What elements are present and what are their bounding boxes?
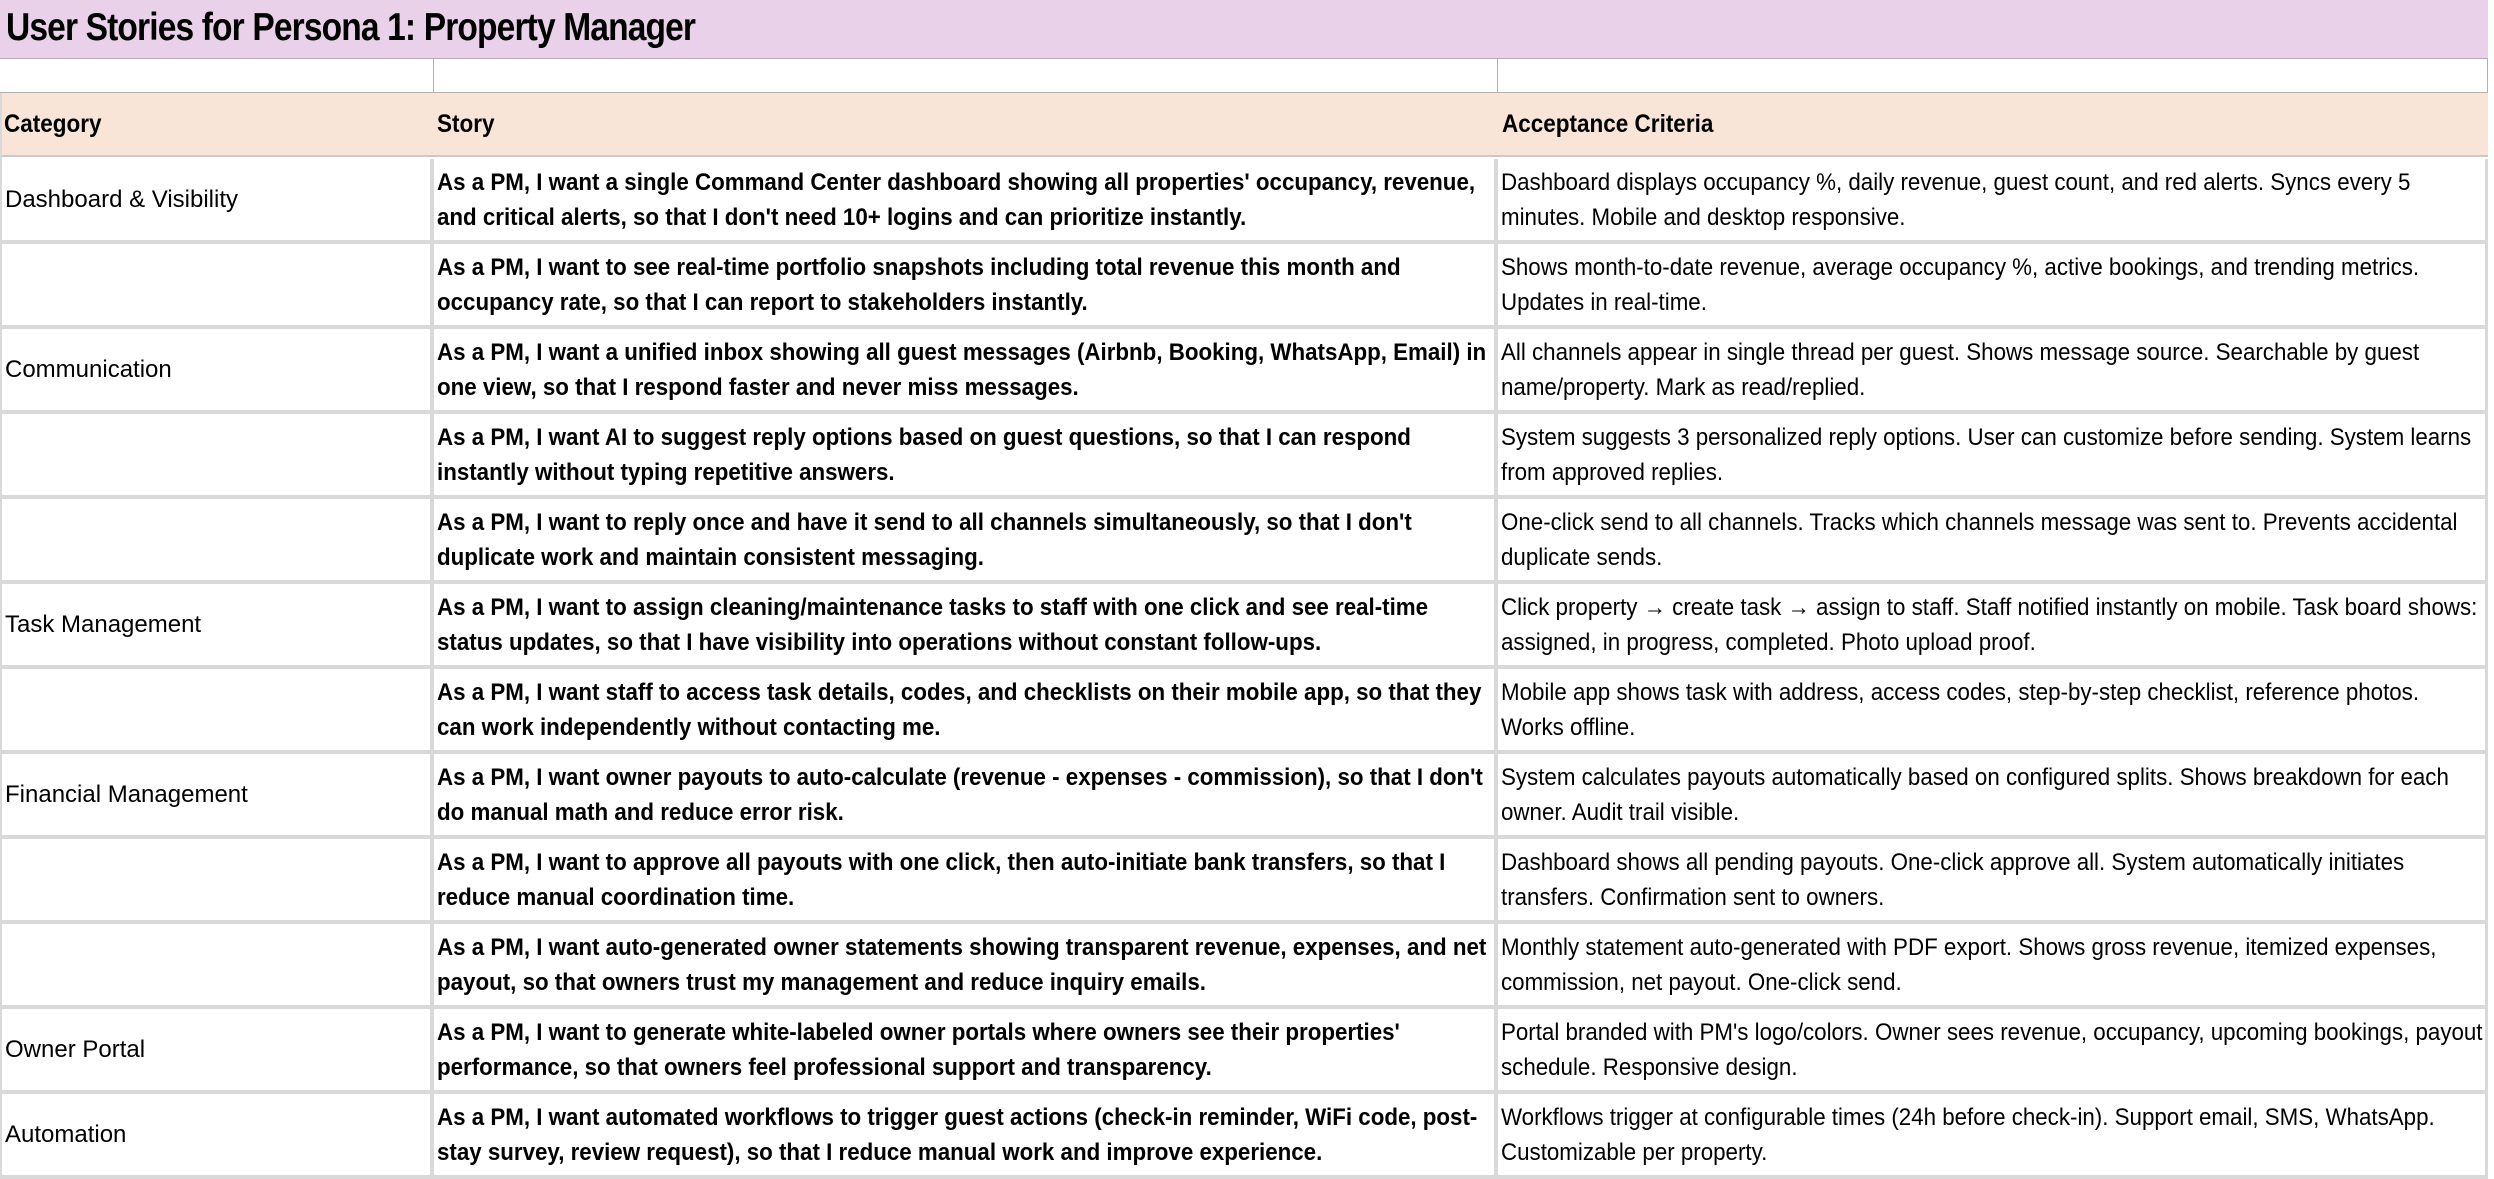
category-cell[interactable] xyxy=(0,414,434,495)
story-cell-text: As a PM, I want owner payouts to auto-calculate (revenue - expenses - commission), so that I don't do manual math and reduce error risk. xyxy=(437,764,1483,826)
criteria-cell-text: Portal branded with PM's logo/colors. Owner sees revenue, occupancy, upcoming bookings, payout schedule. Responsive design. xyxy=(1501,1019,2483,1081)
story-cell[interactable] xyxy=(434,414,1498,495)
sheet-title-bar[interactable] xyxy=(0,0,2488,59)
criteria-cell[interactable] xyxy=(1498,499,2488,580)
criteria-cell[interactable] xyxy=(1498,584,2488,665)
category-cell[interactable] xyxy=(0,839,434,920)
table-row xyxy=(0,329,2488,414)
criteria-cell[interactable] xyxy=(1498,414,2488,495)
story-cell[interactable] xyxy=(434,159,1498,240)
empty-row xyxy=(0,59,2488,93)
criteria-cell-text: All channels appear in single thread per guest. Shows message source. Searchable by guest name/property. Mark as read/replied. xyxy=(1501,339,2420,401)
story-cell-text: As a PM, I want auto-generated owner statements showing transparent revenue, expenses, and net payout, so that owners trust my management and reduce inquiry emails. xyxy=(437,934,1487,996)
story-cell[interactable] xyxy=(434,329,1498,410)
story-cell-text: As a PM, I want a single Command Center dashboard showing all properties' occupancy, revenue, and critical alerts, so that I don't need 10+ logins and can prioritize instantly. xyxy=(437,169,1476,231)
category-cell[interactable] xyxy=(0,329,434,410)
table-row xyxy=(0,839,2488,924)
criteria-cell-text: Workflows trigger at configurable times (24h before check-in). Support email, SMS, WhatsApp. Customizable per property. xyxy=(1501,1104,2435,1166)
criteria-cell[interactable] xyxy=(1498,839,2488,920)
story-cell-text: As a PM, I want to assign cleaning/maintenance tasks to staff with one click and see real-time status updates, so that I have visibility into operations without constant follow-ups. xyxy=(437,594,1429,656)
criteria-cell[interactable] xyxy=(1498,1094,2488,1175)
category-cell[interactable] xyxy=(0,244,434,325)
header-category[interactable]: Category xyxy=(4,110,102,138)
criteria-cell-text: Shows month-to-date revenue, average occupancy %, active bookings, and trending metrics. Updates in real-time. xyxy=(1501,254,2420,316)
story-cell-text: As a PM, I want to approve all payouts with one click, then auto-initiate bank transfers, so that I reduce manual coordination time. xyxy=(437,849,1446,911)
story-cell[interactable] xyxy=(434,669,1498,750)
category-cell-text: Dashboard & Visibility xyxy=(5,186,239,213)
story-cell-text: As a PM, I want staff to access task details, codes, and checklists on their mobile app, so that they can work independently without contacting me. xyxy=(437,679,1482,741)
table-row xyxy=(0,669,2488,754)
table-row xyxy=(0,499,2488,584)
criteria-cell-text: Click property → create task → assign to staff. Staff notified instantly on mobile. Task board shows: assigned, in progress, completed. Photo upload proof. xyxy=(1501,594,2478,656)
story-cell-text: As a PM, I want automated workflows to trigger guest actions (check-in reminder, WiFi code, post-stay survey, review request), so that I reduce manual work and improve experience. xyxy=(437,1104,1478,1166)
criteria-cell[interactable] xyxy=(1498,754,2488,835)
criteria-cell[interactable] xyxy=(1498,329,2488,410)
criteria-cell[interactable] xyxy=(1498,159,2488,240)
criteria-cell-text: System suggests 3 personalized reply options. User can customize before sending. System learns from approved replies. xyxy=(1501,424,2472,486)
criteria-cell-text: Mobile app shows task with address, access codes, step-by-step checklist, reference photos. Works offline. xyxy=(1501,679,2420,741)
story-cell-text: As a PM, I want to see real-time portfolio snapshots including total revenue this month and occupancy rate, so that I can report to stakeholders instantly. xyxy=(437,254,1401,316)
criteria-cell[interactable] xyxy=(1498,924,2488,1005)
story-cell-text: As a PM, I want to reply once and have it send to all channels simultaneously, so that I don't duplicate work and maintain consistent messaging. xyxy=(437,509,1412,571)
story-cell[interactable] xyxy=(434,1009,1498,1090)
table-row xyxy=(0,159,2488,244)
criteria-cell-text: Monthly statement auto-generated with PDF export. Shows gross revenue, itemized expenses, commission, net payout. One-click send. xyxy=(1501,934,2437,996)
category-cell[interactable] xyxy=(0,1094,434,1175)
criteria-cell-text: One-click send to all channels. Tracks which channels message was sent to. Prevents accidental duplicate sends. xyxy=(1501,509,2458,571)
category-cell-text: Owner Portal xyxy=(5,1036,146,1063)
category-cell[interactable] xyxy=(0,499,434,580)
category-cell[interactable] xyxy=(0,754,434,835)
criteria-cell-text: Dashboard displays occupancy %, daily revenue, guest count, and red alerts. Syncs every 5 minutes. Mobile and desktop responsive. xyxy=(1501,169,2411,231)
story-cell[interactable] xyxy=(434,1094,1498,1175)
header-acceptance-criteria[interactable]: Acceptance Criteria xyxy=(1502,110,1714,138)
story-cell[interactable] xyxy=(434,244,1498,325)
story-cell-text: As a PM, I want AI to suggest reply options based on guest questions, so that I can respond instantly without typing repetitive answers. xyxy=(437,424,1411,486)
table-row xyxy=(0,924,2488,1009)
story-cell-text: As a PM, I want a unified inbox showing all guest messages (Airbnb, Booking, WhatsApp, Email) in one view, so that I respond faster and never miss messages. xyxy=(437,339,1487,401)
story-cell-text: As a PM, I want to generate white-labeled owner portals where owners see their properties' performance, so that owners feel professional support and transparency. xyxy=(437,1019,1400,1081)
table-row xyxy=(0,1009,2488,1094)
table-row xyxy=(0,244,2488,329)
story-cell[interactable] xyxy=(434,924,1498,1005)
table-header-row xyxy=(0,93,2488,157)
category-cell-text: Financial Management xyxy=(5,781,248,808)
category-cell[interactable] xyxy=(0,1009,434,1090)
empty-cell[interactable] xyxy=(1498,59,2488,93)
table-row xyxy=(0,584,2488,669)
sheet-title: User Stories for Persona 1: Property Manager xyxy=(6,6,696,49)
empty-cell[interactable] xyxy=(434,59,1498,93)
empty-cell[interactable] xyxy=(0,59,434,93)
story-cell[interactable] xyxy=(434,584,1498,665)
table-row xyxy=(0,414,2488,499)
category-cell-text: Automation xyxy=(5,1121,127,1148)
header-story[interactable]: Story xyxy=(437,110,495,138)
story-cell[interactable] xyxy=(434,499,1498,580)
table-row xyxy=(0,1094,2488,1179)
criteria-cell-text: Dashboard shows all pending payouts. One-click approve all. System automatically initiates transfers. Confirmation sent to owners. xyxy=(1501,849,2405,911)
criteria-cell[interactable] xyxy=(1498,1009,2488,1090)
table-row xyxy=(0,754,2488,839)
category-cell-text: Communication xyxy=(5,356,172,383)
criteria-cell[interactable] xyxy=(1498,244,2488,325)
criteria-cell-text: System calculates payouts automatically based on configured splits. Shows breakdown for each owner. Audit trail visible. xyxy=(1501,764,2449,826)
category-cell[interactable] xyxy=(0,669,434,750)
category-cell[interactable] xyxy=(0,159,434,240)
story-cell[interactable] xyxy=(434,754,1498,835)
category-cell[interactable] xyxy=(0,584,434,665)
criteria-cell[interactable] xyxy=(1498,669,2488,750)
category-cell[interactable] xyxy=(0,924,434,1005)
story-cell[interactable] xyxy=(434,839,1498,920)
category-cell-text: Task Management xyxy=(5,611,202,638)
